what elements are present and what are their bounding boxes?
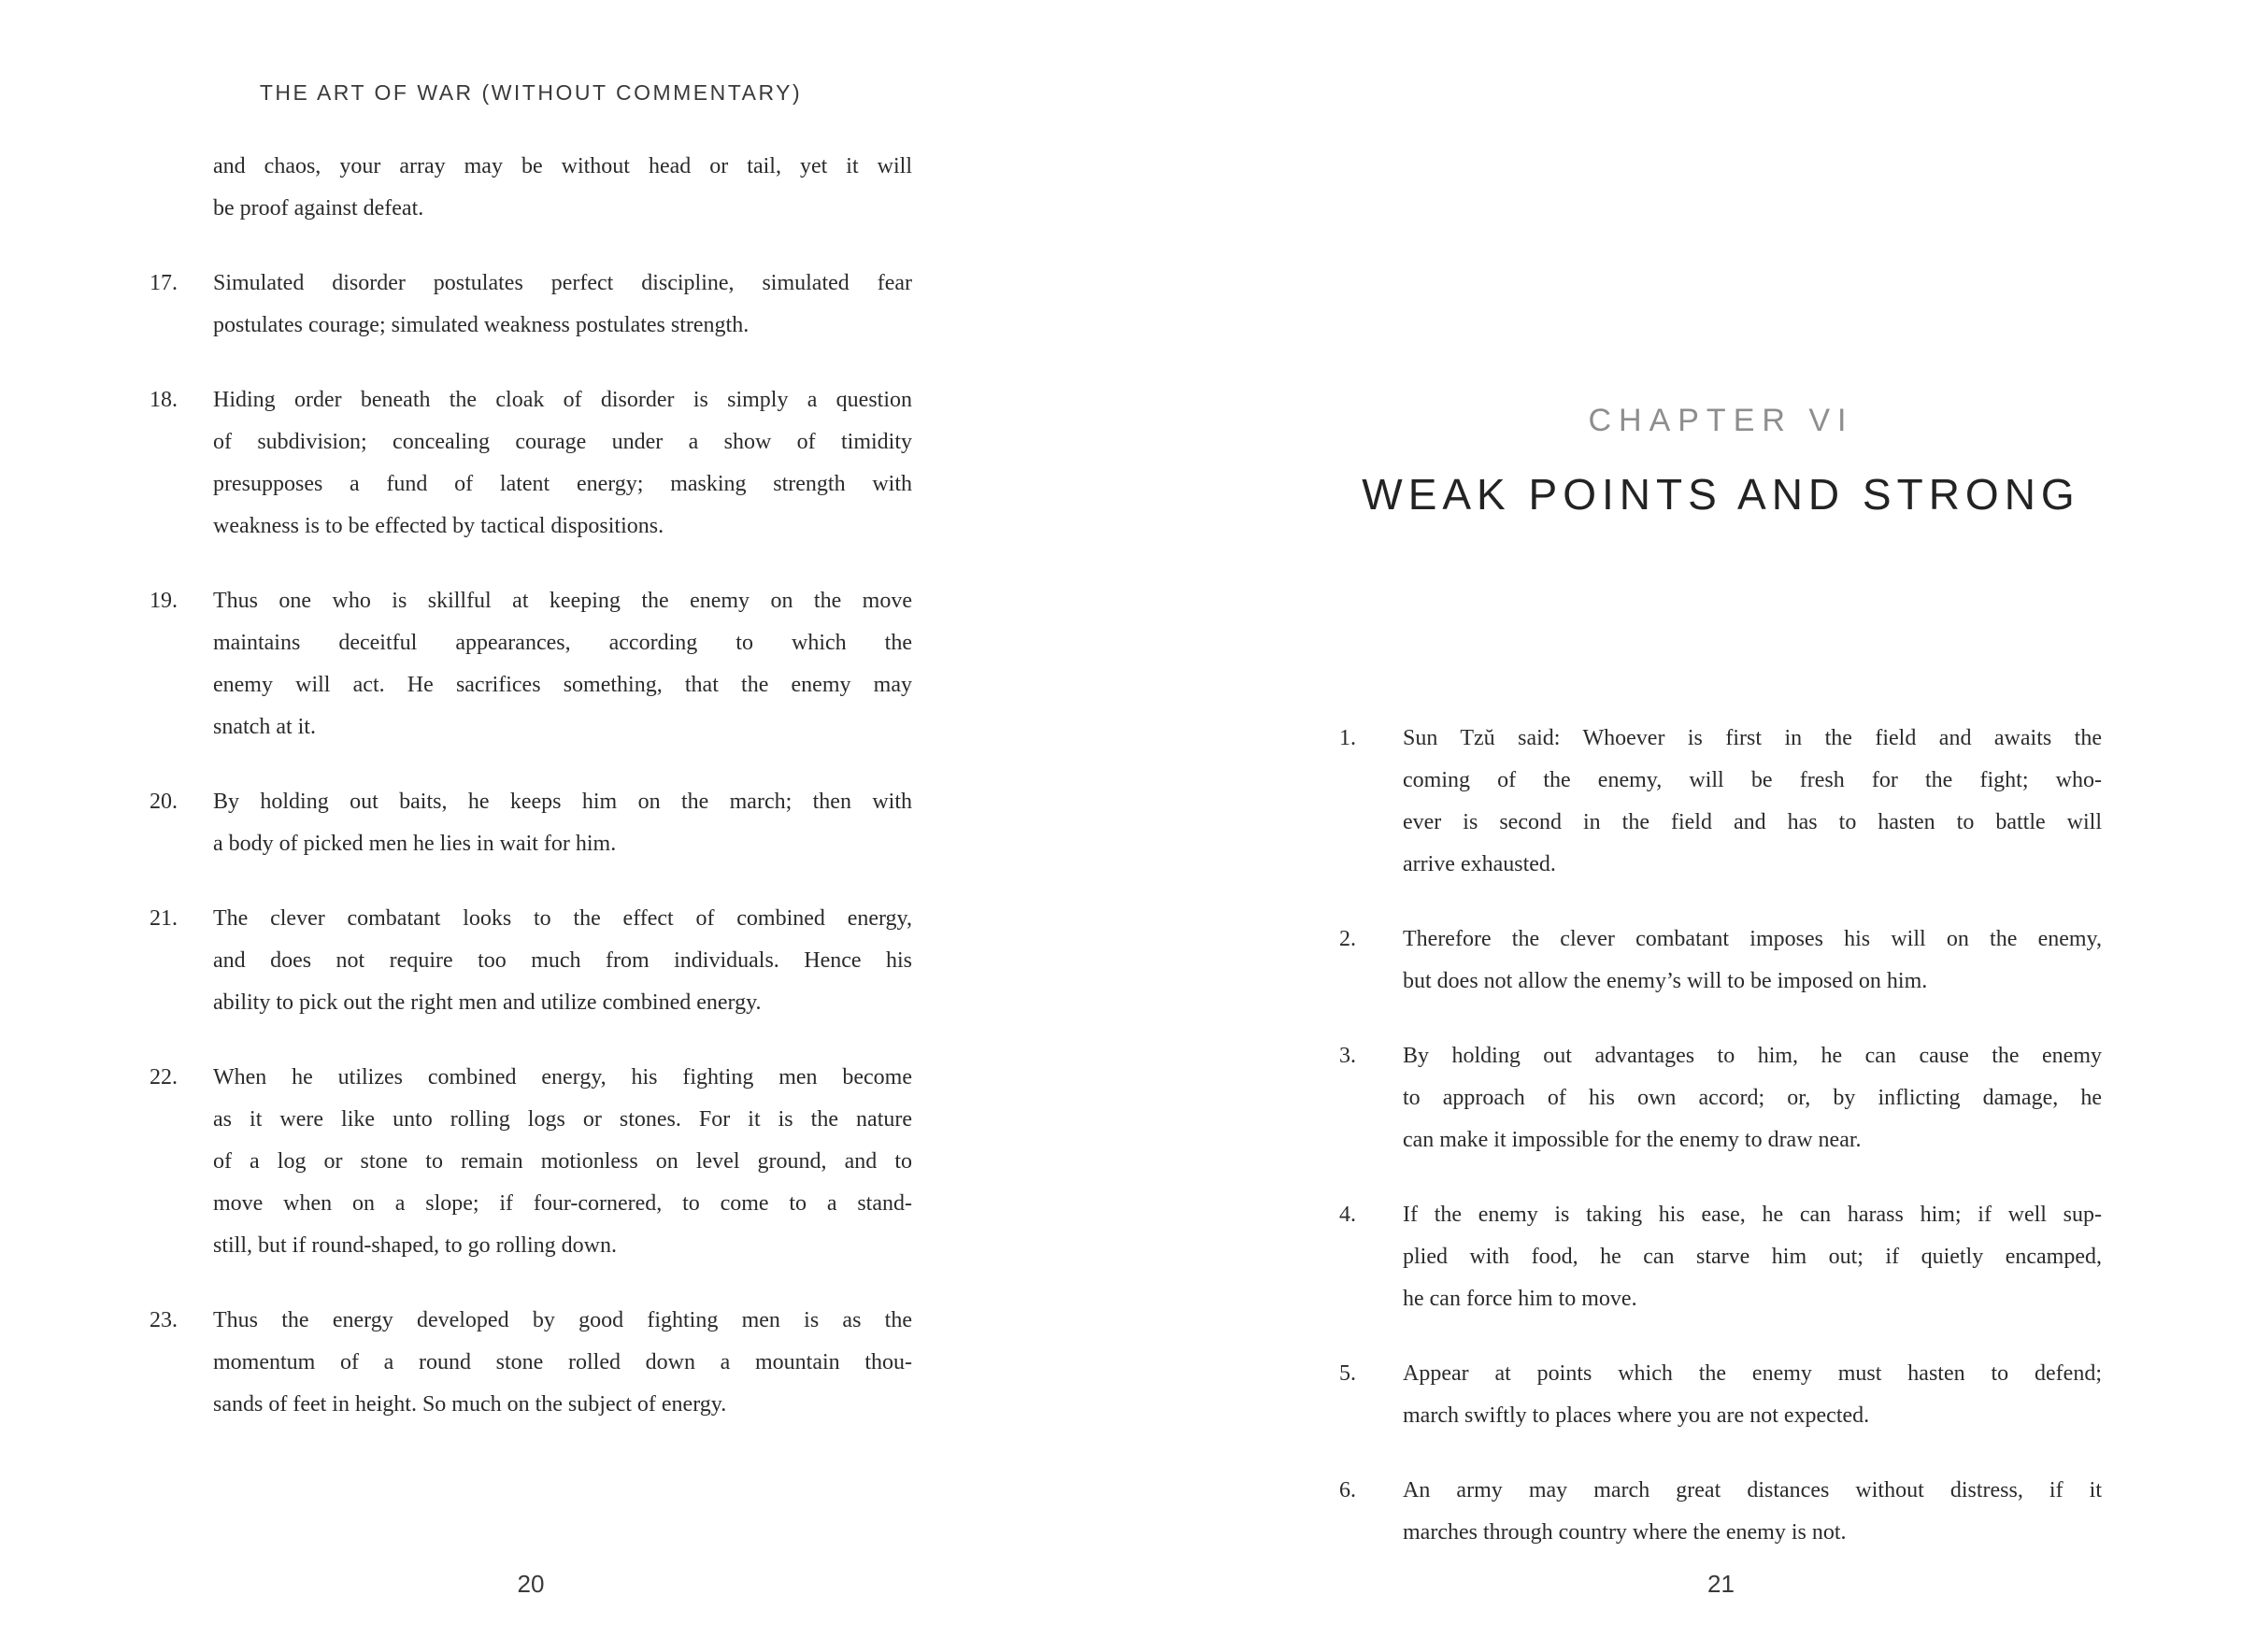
- item-number: 4.: [1339, 1203, 1356, 1227]
- text-line: of subdivision; concealing courage under a show of timidity: [213, 430, 912, 454]
- item-number: 18.: [150, 388, 178, 412]
- item-text: [213, 580, 912, 748]
- text-line: Therefore the clever combatant imposes his will on the enemy,: [1403, 927, 2102, 951]
- text-line: he can force him to move.: [1403, 1287, 1637, 1311]
- text-line: arrive exhausted.: [1403, 852, 1556, 876]
- text-line: Simulated disorder postulates perfect discipline, simulated fear: [213, 271, 912, 295]
- item-text: [213, 379, 912, 548]
- item-text: [213, 1300, 912, 1426]
- text-line: momentum of a round stone rolled down a mountain thou-: [213, 1350, 912, 1374]
- text-line: be proof against defeat.: [213, 196, 424, 221]
- item-number: 1.: [1339, 726, 1356, 750]
- list-item: [1339, 718, 2241, 886]
- text-line: postulates courage; simulated weakness postulates strength.: [213, 313, 750, 337]
- right-page: [1121, 0, 2241, 1652]
- items-list: [150, 263, 1121, 1426]
- text-line: Appear at points which the enemy must hasten to defend;: [1403, 1361, 2102, 1386]
- text-line: march swiftly to places where you are not expected.: [1403, 1403, 1870, 1428]
- text-line: of a log or stone to remain motionless on level ground, and to: [213, 1149, 912, 1174]
- text-line: still, but if round-shaped, to go rolling down.: [213, 1233, 617, 1258]
- text-line: Thus one who is skillful at keeping the enemy on the move: [213, 589, 912, 613]
- running-header: THE ART OF WAR (WITHOUT COMMENTARY): [259, 80, 803, 105]
- item-text: [1403, 919, 2102, 1003]
- text-line: coming of the enemy, will be fresh for the fight; who-: [1403, 768, 2102, 792]
- item-number: 2.: [1339, 927, 1356, 951]
- item-number: 5.: [1339, 1361, 1356, 1386]
- item-number: 20.: [150, 790, 178, 814]
- text-line: enemy will act. He sacrifices something, that the enemy may: [213, 673, 912, 697]
- text-line: as it were like unto rolling logs or stones. For it is the nature: [213, 1107, 912, 1132]
- list-item: [1339, 1470, 2241, 1554]
- text-line: plied with food, he can starve him out; if quietly encamped,: [1403, 1245, 2102, 1269]
- item-text: [213, 1057, 912, 1267]
- text-line: By holding out baits, he keeps him on the march; then with: [213, 790, 912, 814]
- text-line: snatch at it.: [213, 715, 316, 739]
- list-item: [1339, 1035, 2241, 1161]
- list-item: [1339, 1353, 2241, 1437]
- text-line: and does not require too much from individuals. Hence his: [213, 948, 912, 973]
- item-text: [213, 898, 912, 1024]
- list-item: [1339, 919, 2241, 1003]
- item-number: 17.: [150, 271, 178, 295]
- list-item: [150, 379, 1121, 548]
- text-line: marches through country where the enemy is not.: [1403, 1520, 1847, 1545]
- text-line: The clever combatant looks to the effect of combined energy,: [213, 906, 912, 931]
- text-line: presupposes a fund of latent energy; masking strength with: [213, 472, 912, 496]
- item-number: 23.: [150, 1308, 178, 1332]
- text-line: By holding out advantages to him, he can cause the enemy: [1403, 1044, 2102, 1068]
- item-number: 6.: [1339, 1478, 1356, 1502]
- list-item: [150, 580, 1121, 748]
- text-line: ability to pick out the right men and utilize combined energy.: [213, 990, 762, 1015]
- text-line: When he utilizes combined energy, his fighting men become: [213, 1065, 912, 1089]
- item-text: [1403, 1035, 2102, 1161]
- item-number: 21.: [150, 906, 178, 931]
- item-text: [1403, 1353, 2102, 1437]
- chapter-label: CHAPTER VI: [1588, 403, 1854, 438]
- text-line: ever is second in the field and has to hasten to battle will: [1403, 810, 2102, 834]
- text-line: sands of feet in height. So much on the subject of energy.: [213, 1392, 727, 1417]
- item-text: [1403, 718, 2102, 886]
- text-line: a body of picked men he lies in wait for him.: [213, 832, 617, 856]
- list-item: [150, 263, 1121, 347]
- item-text: [213, 781, 912, 865]
- text-line: Thus the energy developed by good fighting men is as the: [213, 1308, 912, 1332]
- text-line: Sun Tzŭ said: Whoever is first in the field and awaits the: [1403, 726, 2102, 750]
- item-text: [213, 263, 912, 347]
- text-line: Hiding order beneath the cloak of disorder is simply a question: [213, 388, 912, 412]
- text-line: to approach of his own accord; or, by inflicting damage, he: [1403, 1086, 2102, 1110]
- chapter-title: WEAK POINTS AND STRONG: [1362, 470, 2080, 519]
- item-text: [1403, 1470, 2102, 1554]
- text-line: If the enemy is taking his ease, he can harass him; if well sup-: [1403, 1203, 2102, 1227]
- text-line: weakness is to be effected by tactical dispositions.: [213, 514, 664, 538]
- text-line: maintains deceitful appearances, according to which the: [213, 631, 912, 655]
- list-item: [150, 781, 1121, 865]
- list-item: [150, 1057, 1121, 1267]
- items-list: [1339, 718, 2241, 1554]
- text-line: and chaos, your array may be without head or tail, yet it will: [213, 154, 912, 178]
- page-number: 21: [1707, 1570, 1735, 1598]
- text-line: but does not allow the enemy’s will to be imposed on him.: [1403, 969, 1928, 993]
- continuation-paragraph: [213, 146, 912, 230]
- list-item: [1339, 1194, 2241, 1320]
- text-line: move when on a slope; if four-cornered, to come to a stand-: [213, 1191, 912, 1216]
- list-item: [150, 898, 1121, 1024]
- list-item: [150, 1300, 1121, 1426]
- item-text: [1403, 1194, 2102, 1320]
- text-line: An army may march great distances without distress, if it: [1403, 1478, 2102, 1502]
- item-number: 3.: [1339, 1044, 1356, 1068]
- item-number: 19.: [150, 589, 178, 613]
- page-number: 20: [517, 1570, 545, 1598]
- text-line: can make it impossible for the enemy to draw near.: [1403, 1128, 1862, 1152]
- item-number: 22.: [150, 1065, 178, 1089]
